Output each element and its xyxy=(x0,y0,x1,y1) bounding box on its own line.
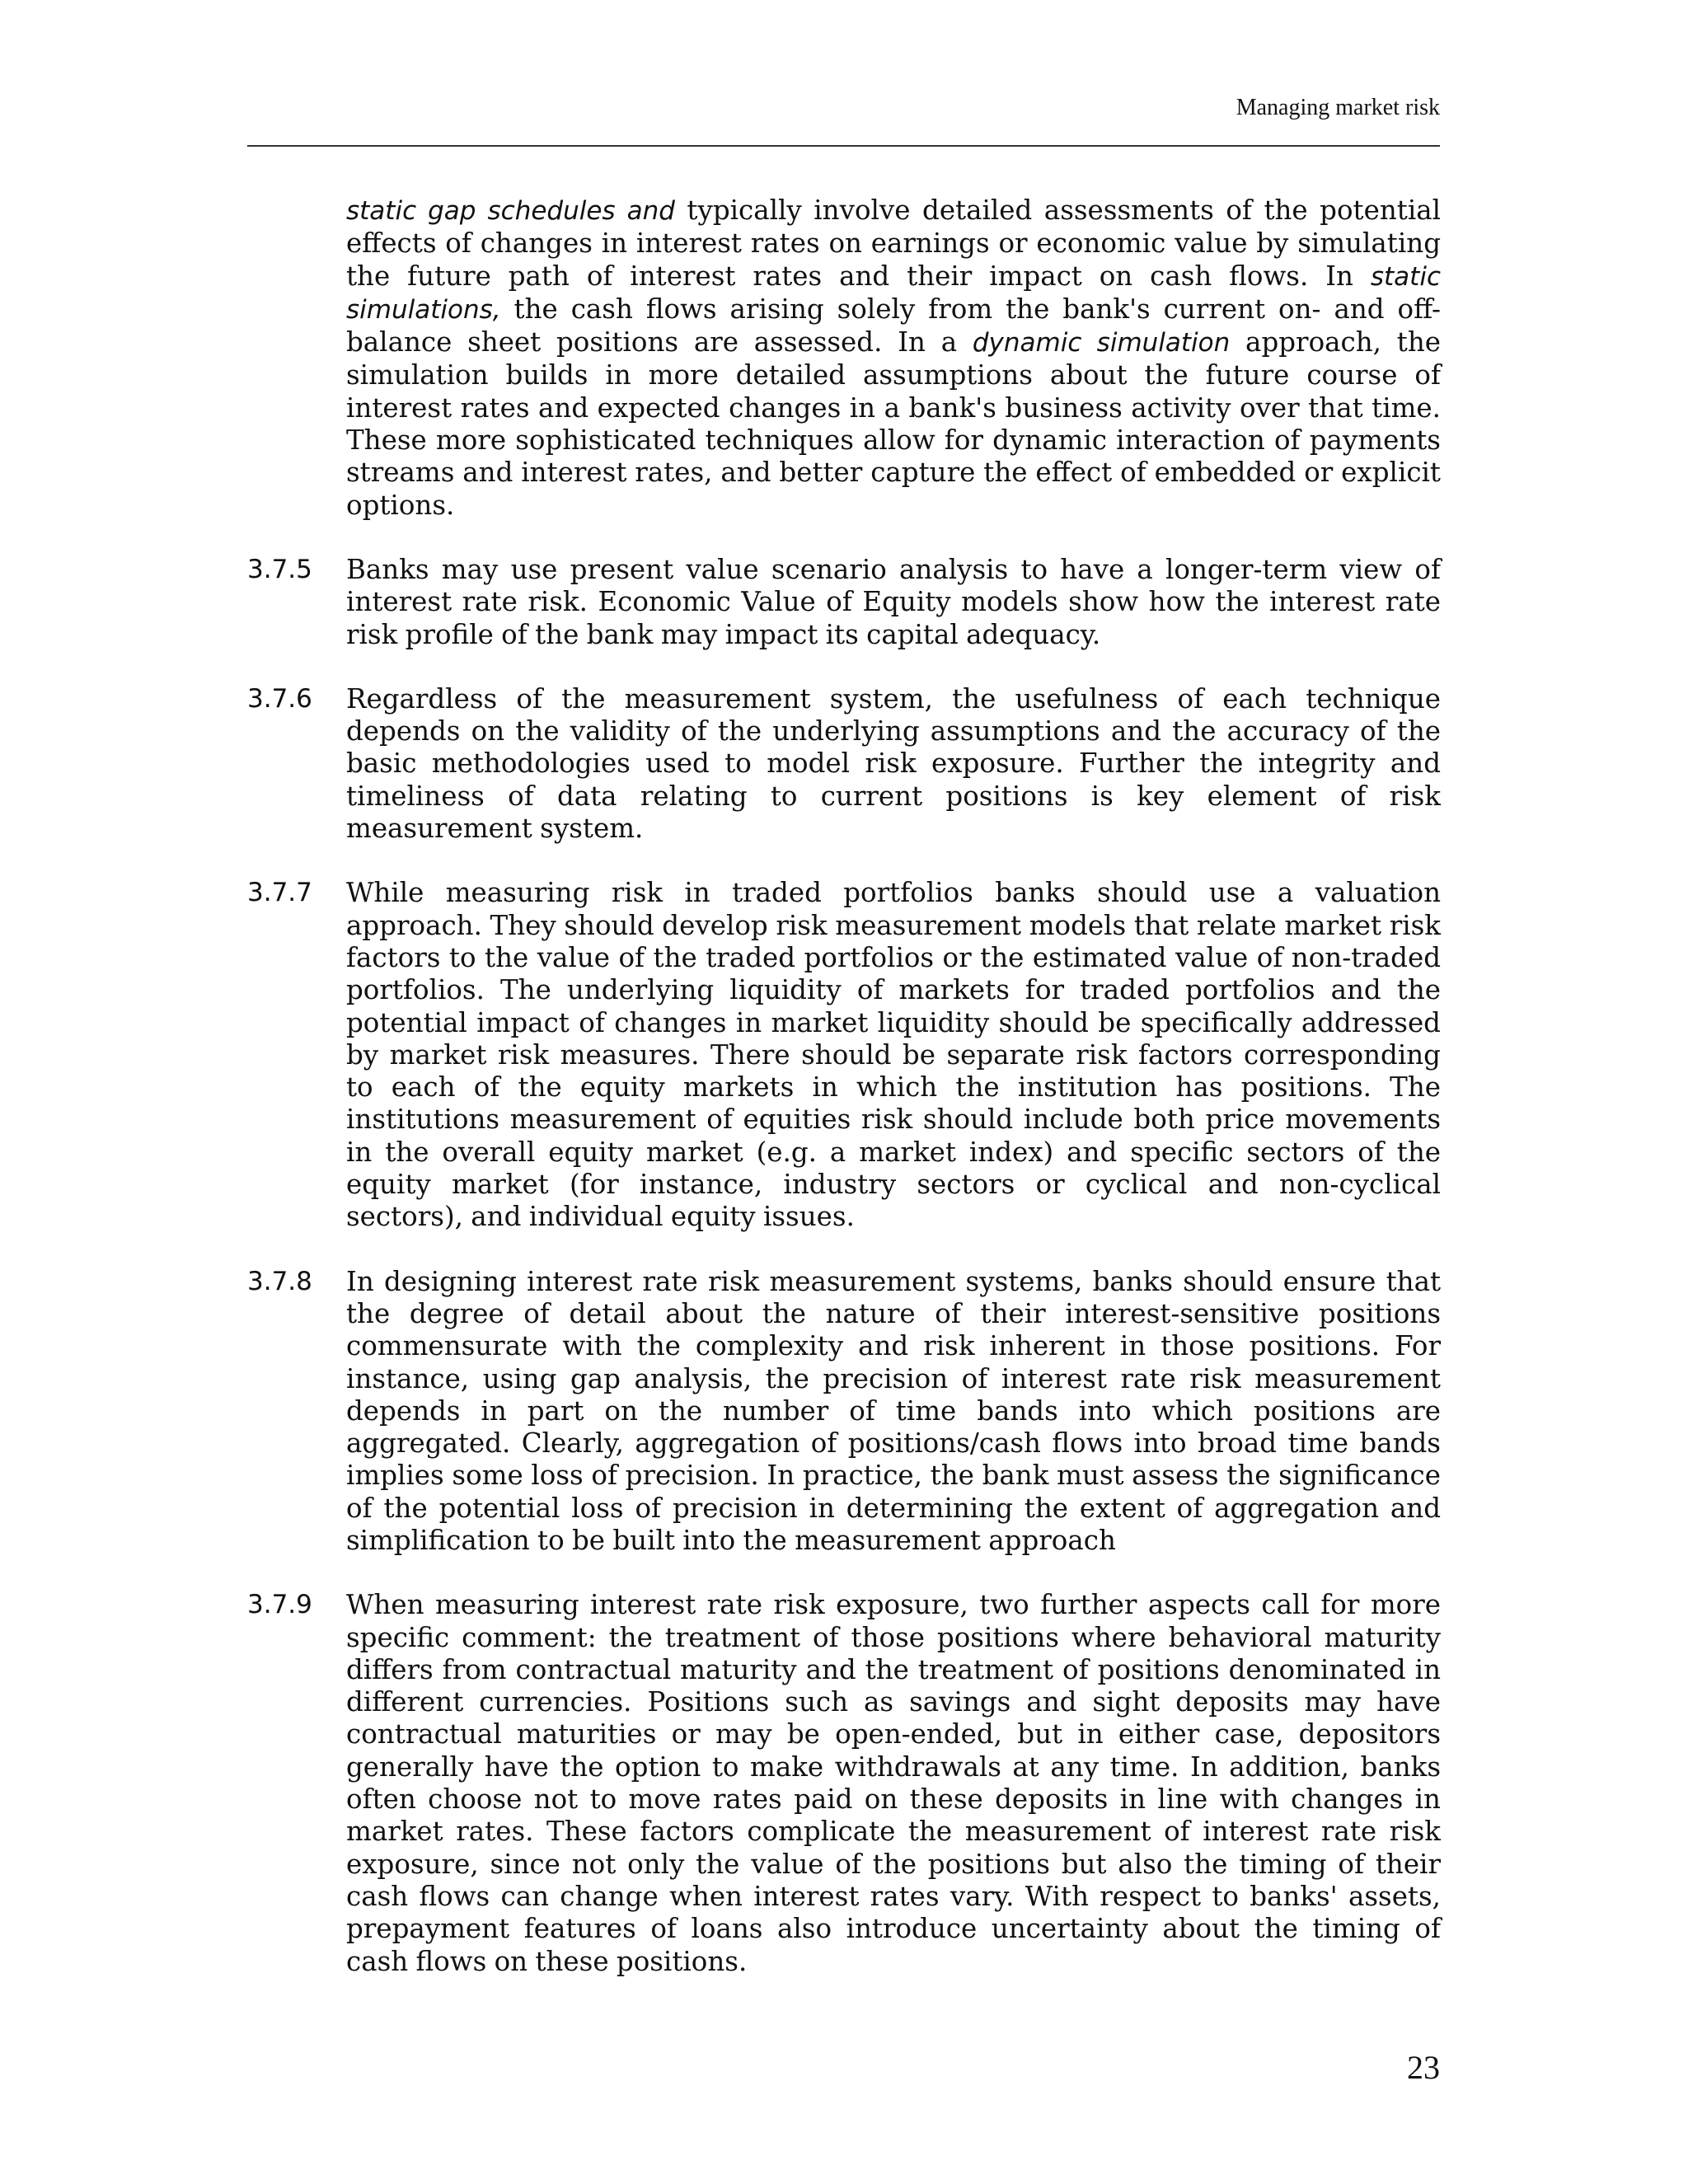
text-run: When measuring interest rate risk exposure, two further aspects call for more specific comment: the treatment of those positions where behavioral maturity differs from contractual maturity and the treatment of positions denominated in different currencies. Positions such as savings and sight deposits may have contractual maturities or may be open-ended, but in either case, depositors generally have the option to make withdrawals at any time. In addition, banks often choose not to move rates paid on these deposits in line with changes in market rates. These factors complicate the measurement of interest rate risk exposure, since not only the value of the positions but also the timing of their cash flows can change when interest rates vary. With respect to banks' assets, prepayment features of loans also introduce uncertainty about the timing of cash flows on these positions. xyxy=(346,1589,1441,1977)
paragraph-3-7-5 xyxy=(247,554,1441,651)
running-header: Managing market risk xyxy=(1236,95,1440,120)
header-rule xyxy=(247,145,1440,147)
paragraph-text xyxy=(346,194,1441,522)
paragraph-text xyxy=(346,683,1441,845)
text-run: static gap schedules and xyxy=(346,196,675,226)
paragraph-number: 3.7.5 xyxy=(247,554,312,584)
paragraph-number: 3.7.8 xyxy=(247,1266,312,1296)
paragraph-continuation xyxy=(247,194,1441,522)
text-run: static simulations, xyxy=(346,261,1441,325)
text-run: dynamic simulation xyxy=(972,328,1231,359)
text-run: While measuring risk in traded portfolios banks should use a valuation approach. They should develop risk measurement models that relate market risk factors to the value of the traded portfolios or the estimated value of non-traded portfolios. The underlying liquidity of markets for traded portfolios and the potential impact of changes in market liquidity should be specifically addressed by market risk measures. There should be separate risk factors corresponding to each of the equity markets in which the institution has positions. The institutions measurement of equities risk should include both price movements in the overall equity market (e.g. a market index) and specific sectors of the equity market (for instance, industry sectors or cyclical and non-cyclical sectors), and individual equity issues. xyxy=(346,877,1441,1233)
paragraph-text xyxy=(346,1266,1441,1558)
text-run: the cash flows arising solely from the bank's current on- and off-balance sheet positions are assessed. In a xyxy=(346,293,1441,359)
page-number: 23 xyxy=(1407,2049,1440,2086)
paragraph-number: 3.7.7 xyxy=(247,878,312,908)
paragraph-3-7-8 xyxy=(247,1266,1441,1558)
paragraph-text xyxy=(346,877,1441,1233)
paragraph-text xyxy=(346,1589,1441,1978)
paragraph-3-7-7 xyxy=(247,877,1441,1233)
paragraph-3-7-9 xyxy=(247,1589,1441,1978)
paragraph-number: 3.7.6 xyxy=(247,683,312,714)
text-run: Regardless of the measurement system, the usefulness of each technique depends on the validity of the underlying assumptions and the accuracy of the basic methodologies used to model risk exposure. Further the integrity and timeliness of data relating to current positions is key element of risk measurement system. xyxy=(346,682,1441,845)
text-run: In designing interest rate risk measurement systems, banks should ensure that the degree of detail about the nature of their interest-sensitive positions commensurate with the complexity and risk inherent in those positions. For instance, using gap analysis, the precision of interest rate risk measurement depends in part on the number of time bands into which positions are aggregated. Clearly, aggregation of positions/cash flows into broad time bands implies some loss of precision. In practice, the bank must assess the significance of the potential loss of precision in determining the extent of aggregation and simplification to be built into the measurement approach xyxy=(346,1265,1441,1556)
text-run: Banks may use present value scenario analysis to have a longer-term view of interest rate risk. Economic Value of Equity models show how the interest rate risk profile of the bank may impact its capital adequacy. xyxy=(346,553,1441,650)
paragraph-text xyxy=(346,554,1441,651)
paragraph-3-7-6 xyxy=(247,683,1441,845)
body-text xyxy=(247,194,1441,2010)
text-run: typically involve detailed assessments of the potential effects of changes in interest rates on earnings or economic value by simulating the future path of interest rates and their impact on cash flows. In xyxy=(346,194,1441,292)
paragraph-number xyxy=(247,194,346,522)
text-run: approach, the simulation builds in more detailed assumptions about the future course of interest rates and expected changes in a bank's business activity over that time. These more sophisticated techniques allow for dynamic interaction of payments streams and interest rates, and better capture the effect of embedded or explicit options. xyxy=(346,326,1441,521)
paragraph-number: 3.7.9 xyxy=(247,1590,312,1620)
